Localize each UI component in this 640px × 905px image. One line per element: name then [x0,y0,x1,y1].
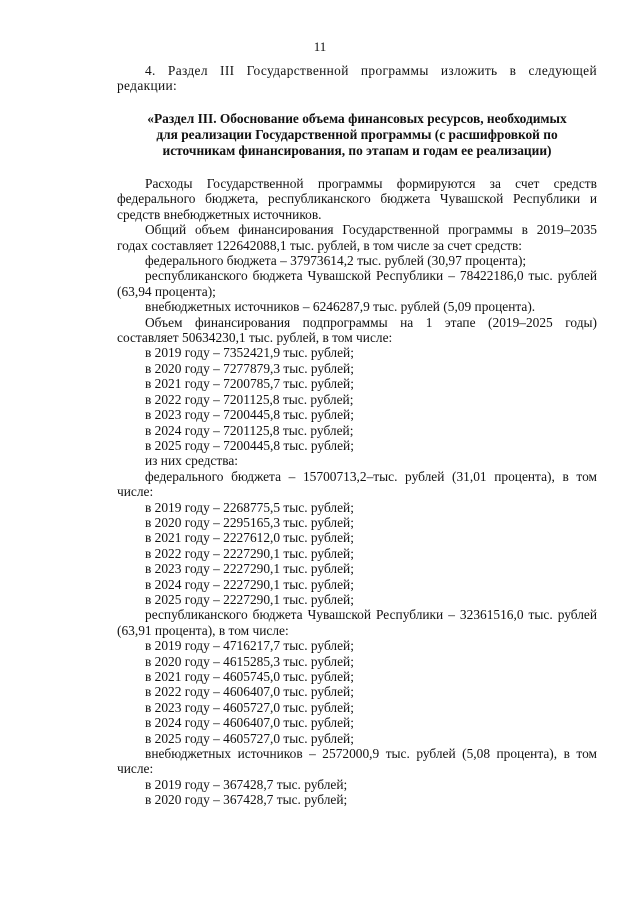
paragraph: республиканского бюджета Чувашской Республики – 32361516,0 тыс. рублей (63,91 процента), в том числе: [117,607,597,638]
list-item: в 2025 году – 2227290,1 тыс. рублей; [145,591,354,607]
list-item: в 2020 году – 7277879,3 тыс. рублей; [145,360,354,376]
paragraph: федерального бюджета – 15700713,2–тыс. рублей (31,01 процента), в том числе: [117,468,597,500]
paragraph: внебюджетных источников – 2572000,9 тыс. рублей (5,08 процента), в том числе: [117,746,597,777]
list-item: в 2020 году – 4615285,3 тыс. рублей; [145,653,354,669]
section-heading [117,111,597,160]
intro-section [117,63,597,94]
heading-line: источникам финансирования, по этапам и годам ее реализации) [162,143,552,159]
body-text [117,176,597,808]
list-item: в 2020 году – 367428,7 тыс. рублей; [145,792,348,808]
list-item: в 2023 году – 4605727,0 тыс. рублей; [145,699,354,715]
list-item: в 2021 году – 4605745,0 тыс. рублей; [145,669,354,684]
page-number: 11 [313,39,327,54]
heading-line: «Раздел III. Обоснование объема финансовых ресурсов, необходимых [147,111,567,126]
list-item: в 2024 году – 7201125,8 тыс. рублей; [145,422,354,438]
paragraph: федерального бюджета – 37973614,2 тыс. рублей (30,97 процента); [145,253,527,269]
list-item: в 2020 году – 2295165,3 тыс. рублей; [145,514,354,530]
list-item: в 2024 году – 2227290,1 тыс. рублей; [145,576,354,592]
paragraph: республиканского бюджета Чувашской Республики – 78422186,0 тыс. рублей (63,94 процента); [117,268,597,299]
list-item: в 2023 году – 2227290,1 тыс. рублей; [145,561,354,577]
list-item: в 2021 году – 2227612,0 тыс. рублей; [145,530,354,546]
list-item: в 2022 году – 4606407,0 тыс. рублей; [145,684,354,700]
list-item: в 2019 году – 7352421,9 тыс. рублей; [145,345,354,361]
list-item: в 2019 году – 4716217,7 тыс. рублей; [145,638,354,654]
list-item: в 2025 году – 7200445,8 тыс. рублей; [145,437,354,453]
list-item: в 2025 году – 4605727,0 тыс. рублей; [145,730,354,746]
list-item: в 2021 году – 7200785,7 тыс. рублей; [145,376,354,392]
list-item: в 2022 году – 2227290,1 тыс. рублей; [145,545,354,561]
paragraph: Расходы Государственной программы формируются за счет средств федерального бюджета, республиканского бюджета Чувашской Республики и средств внебюджетных источников. [117,176,597,222]
intro-paragraph: 4. Раздел III Государственной программы изложить в следующей редакции: [117,63,597,94]
list-item: в 2019 году – 2268775,5 тыс. рублей; [145,499,354,515]
list-item: в 2024 году – 4606407,0 тыс. рублей; [145,715,354,731]
heading-line: для реализации Государственной программы (с расшифровкой по [156,127,558,143]
list-item: в 2019 году – 367428,7 тыс. рублей; [145,776,348,792]
paragraph: Общий объем финансирования Государственной программы в 2019–2035 годах составляет 122642088,1 тыс. рублей, в том числе за счет средств: [117,222,597,253]
list-item: в 2023 году – 7200445,8 тыс. рублей; [145,407,354,423]
paragraph: из них средства: [145,453,239,469]
list-item: в 2022 году – 7201125,8 тыс. рублей; [145,391,354,407]
paragraph: внебюджетных источников – 6246287,9 тыс. рублей (5,09 процента). [145,299,536,315]
paragraph: Объем финансирования подпрограммы на 1 этапе (2019–2025 годы) составляет 50634230,1 тыс. рублей, в том числе: [117,314,597,346]
